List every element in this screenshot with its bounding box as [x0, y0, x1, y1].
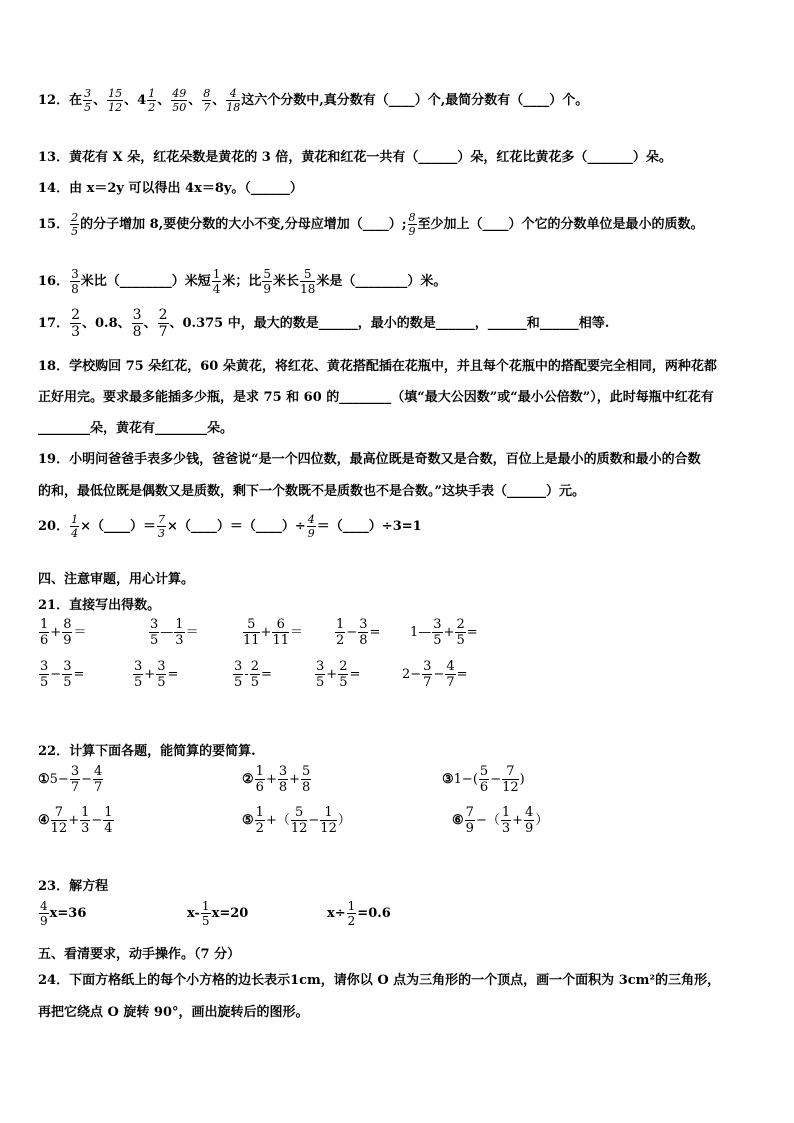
- fraction: [501, 806, 511, 835]
- fraction: [432, 618, 442, 647]
- text-segment: 、0.375 中，最大的数是______，最小的数是______，______和______相等.: [169, 316, 610, 331]
- fraction-numerator: 5: [479, 764, 489, 779]
- text-segment: 、: [212, 93, 226, 108]
- fraction-numerator: 2: [158, 307, 168, 323]
- fraction: [201, 900, 211, 927]
- text-segment: ×（____）＝: [80, 519, 156, 534]
- text-segment: +: [260, 625, 272, 640]
- section-4-heading: 四、注意审题，用心计算。: [38, 572, 195, 587]
- fraction-denominator: 5: [339, 675, 348, 690]
- fraction-denominator: 8: [71, 282, 79, 296]
- text-segment: −: [490, 772, 502, 787]
- fraction-denominator: 12: [290, 821, 308, 836]
- fraction-denominator: 8: [278, 780, 288, 795]
- fraction-denominator: 5: [201, 914, 210, 928]
- text-segment: −: [50, 667, 62, 682]
- item-number: ③: [442, 772, 454, 787]
- fraction-denominator: 9: [40, 914, 48, 928]
- text-segment: =: [349, 667, 361, 682]
- fraction: [335, 618, 345, 647]
- fraction-numerator: 3: [84, 87, 92, 100]
- fraction: [243, 618, 260, 647]
- question-18-line-2: 正好用完。要求最多能插多少瓶，是求 75 和 60 的________（填“最大公因数”或“最小公倍数”），此时每瓶中红花有: [38, 390, 714, 405]
- fraction: [408, 212, 417, 237]
- fraction-numerator: 3: [278, 764, 288, 779]
- question-15: [38, 212, 704, 237]
- fraction: [502, 765, 519, 794]
- fraction-numerator: 3: [157, 659, 166, 674]
- fraction: [70, 268, 80, 295]
- fraction-numerator: 3: [423, 659, 432, 674]
- fraction-numerator: 4: [226, 88, 240, 101]
- fraction: [93, 765, 103, 794]
- fraction-denominator: 6: [479, 780, 489, 795]
- fraction: [255, 765, 265, 794]
- fraction-denominator: 5: [316, 675, 325, 690]
- fraction-numerator: 7: [158, 513, 165, 526]
- text-segment: =0.6: [357, 906, 391, 921]
- text-segment: x=36: [49, 906, 87, 921]
- fraction: [147, 88, 156, 113]
- fraction-numerator: 8: [408, 211, 416, 224]
- fraction-numerator: 3: [134, 659, 143, 674]
- text-segment: +: [443, 625, 455, 640]
- fraction: [212, 268, 222, 295]
- expression: [38, 660, 84, 689]
- fraction: [422, 660, 432, 689]
- text-segment: ＝（____）÷3=1: [316, 519, 422, 534]
- fraction-numerator: 1: [255, 805, 264, 820]
- fraction: [103, 806, 113, 835]
- fraction: [358, 618, 368, 647]
- fraction: [455, 618, 465, 647]
- fraction: [315, 660, 325, 689]
- text-segment: 的分子增加 8,要使分数的大小不变,分母应增加（____）;: [80, 217, 407, 232]
- fraction: [107, 88, 123, 113]
- fraction: [226, 88, 240, 113]
- expression: [232, 660, 272, 689]
- text-segment: -: [244, 667, 249, 682]
- question-17: [38, 308, 609, 339]
- text-segment: ＝: [73, 625, 87, 640]
- calculation-item: [242, 806, 351, 835]
- fraction-numerator: 8: [63, 617, 72, 632]
- text-segment: ）: [337, 813, 351, 828]
- fraction-denominator: 2: [255, 821, 264, 836]
- fraction-numerator: 3: [132, 307, 142, 323]
- fraction-numerator: 1: [104, 805, 113, 820]
- item-number: ②: [242, 772, 254, 787]
- fraction-numerator: 3: [359, 617, 368, 632]
- fraction-numerator: 2: [71, 307, 81, 323]
- fraction: [149, 618, 159, 647]
- fraction-denominator: 7: [203, 101, 211, 114]
- fraction-denominator: 9: [63, 633, 72, 648]
- text-segment: 5−: [49, 772, 69, 787]
- question-number: 16．: [38, 274, 70, 289]
- text-segment: −: [433, 667, 445, 682]
- fraction-numerator: 3: [433, 617, 442, 632]
- fraction-denominator: 7: [70, 780, 80, 795]
- fraction: [338, 660, 348, 689]
- text-segment: ）: [535, 813, 549, 828]
- fraction: [171, 88, 187, 113]
- expression: [132, 660, 178, 689]
- expression: [410, 618, 478, 647]
- fraction: [465, 806, 475, 835]
- text-segment: x÷: [327, 906, 346, 921]
- fraction: [300, 268, 315, 295]
- fraction: [445, 660, 455, 689]
- fraction: [272, 618, 289, 647]
- fraction-denominator: 5: [250, 675, 259, 690]
- fraction: [39, 618, 49, 647]
- expression: [148, 618, 199, 647]
- fraction: [39, 660, 49, 689]
- fraction-denominator: 3: [158, 527, 165, 540]
- fraction-numerator: 2: [71, 211, 79, 224]
- text-segment: 、: [124, 93, 138, 108]
- text-segment: x=20: [211, 906, 249, 921]
- text-segment: +: [512, 813, 524, 828]
- text-segment: =: [456, 667, 468, 682]
- fraction-denominator: 4: [71, 527, 79, 540]
- fraction-denominator: 18: [226, 101, 241, 114]
- fraction-denominator: 18: [300, 282, 316, 296]
- text-segment: 米比（________）米短: [80, 274, 211, 289]
- fraction-denominator: 9: [465, 821, 474, 836]
- fraction: [255, 806, 265, 835]
- fraction: [83, 88, 92, 113]
- equation: [187, 900, 248, 927]
- fraction-denominator: 7: [94, 780, 103, 795]
- text-segment: −（: [475, 813, 500, 828]
- text-segment: ＝: [185, 625, 199, 640]
- fraction-denominator: 3: [71, 324, 81, 340]
- fraction-denominator: 9: [307, 527, 315, 540]
- fraction-numerator: 7: [502, 765, 519, 780]
- text-segment: 2−: [402, 667, 422, 682]
- fraction-numerator: 4: [525, 805, 534, 820]
- question-23-title: 23．解方程: [38, 879, 109, 894]
- text-segment: x-: [187, 906, 200, 921]
- text-segment: ＝: [290, 625, 304, 640]
- text-segment: ): [519, 772, 525, 787]
- fraction-numerator: 5: [291, 806, 308, 821]
- calculation-item: [452, 806, 548, 835]
- fraction-numerator: 15: [108, 87, 123, 100]
- fraction-numerator: 4: [446, 659, 455, 674]
- fraction-denominator: 5: [433, 633, 442, 648]
- fraction: [158, 308, 169, 339]
- fraction-denominator: 8: [302, 780, 311, 795]
- fraction-denominator: 5: [40, 675, 49, 690]
- fraction-numerator: 3: [234, 659, 243, 674]
- fraction: [80, 806, 90, 835]
- fraction-denominator: 5: [71, 225, 79, 238]
- fraction-denominator: 8: [359, 633, 368, 648]
- fraction: [233, 660, 243, 689]
- fraction: [133, 660, 143, 689]
- text-segment: 1−(: [453, 772, 478, 787]
- fraction-numerator: 3: [150, 617, 159, 632]
- text-segment: 、: [188, 93, 202, 108]
- text-segment: 至少加上（____）个它的分数单位是最小的质数。: [417, 217, 704, 232]
- question-14: 14．由 x＝2y 可以得出 4x＝8y。（______）: [38, 181, 303, 196]
- text-segment: 米是（________）米。: [316, 274, 447, 289]
- text-segment: =: [167, 667, 179, 682]
- text-segment: 、: [157, 93, 171, 108]
- question-24-line-1: 24．下面方格纸上的每个小方格的边长表示1cm，请你以 O 点为三角形的一个顶点，画一个面积为 3cm²的三角形，: [38, 973, 721, 988]
- fraction: [250, 660, 260, 689]
- fraction-denominator: 7: [158, 324, 168, 340]
- question-16: [38, 268, 446, 295]
- fraction-numerator: 8: [203, 87, 211, 100]
- question-24-line-2: 再把它绕点 O 旋转 90°，画出旋转后的图形。: [38, 1005, 309, 1020]
- item-number: ⑤: [242, 813, 254, 828]
- fraction-denominator: 9: [263, 282, 272, 296]
- fraction: [157, 514, 166, 539]
- calculation-item: [38, 806, 115, 835]
- text-segment: −: [81, 772, 93, 787]
- fraction-numerator: 1: [347, 899, 356, 913]
- text-segment: 1—: [410, 625, 432, 640]
- fraction-numerator: 3: [70, 764, 80, 779]
- calculation-item: [442, 765, 525, 794]
- text-segment: =: [466, 625, 478, 640]
- fraction: [62, 660, 72, 689]
- fraction-numerator: 1: [201, 899, 210, 913]
- text-segment: +: [50, 625, 62, 640]
- text-segment: —: [160, 625, 174, 640]
- fraction-denominator: 3: [175, 633, 184, 648]
- fraction-numerator: 49: [172, 87, 187, 100]
- question-number: 20．: [38, 519, 70, 534]
- text-segment: 、: [143, 316, 157, 331]
- equation: [38, 900, 86, 927]
- fraction-denominator: 3: [501, 821, 511, 836]
- fraction-numerator: 2: [339, 659, 348, 674]
- question-20: [38, 514, 422, 539]
- fraction-denominator: 12: [320, 821, 337, 836]
- fraction-denominator: 6: [40, 633, 49, 648]
- fraction: [62, 618, 72, 647]
- text-segment: +: [289, 772, 301, 787]
- fraction-numerator: 4: [94, 764, 103, 779]
- fraction-numerator: 4: [40, 899, 48, 913]
- text-segment: +: [144, 667, 156, 682]
- fraction: [156, 660, 166, 689]
- fraction-denominator: 4: [212, 282, 221, 296]
- text-segment: 在: [69, 93, 83, 108]
- text-segment: 4: [137, 93, 147, 108]
- fraction: [51, 806, 68, 835]
- text-segment: −: [346, 625, 358, 640]
- fraction-numerator: 1: [175, 617, 184, 632]
- fraction-numerator: 1: [148, 87, 156, 100]
- fraction-numerator: 5: [302, 764, 311, 779]
- fraction-numerator: 1: [212, 267, 221, 281]
- expression: [334, 618, 380, 647]
- fraction-numerator: 1: [336, 617, 345, 632]
- fraction: [132, 308, 143, 339]
- fraction: [307, 514, 316, 539]
- fraction-numerator: 1: [81, 805, 90, 820]
- text-segment: 这六个分数中,真分数有（____）个,最简分数有（____）个。: [241, 93, 589, 108]
- question-number: 12．: [38, 93, 70, 108]
- question-18-line-3: ________朵，黄花有________朵。: [38, 421, 234, 436]
- text-segment: =: [369, 625, 381, 640]
- fraction-numerator: 2: [456, 617, 465, 632]
- fraction-denominator: 2: [336, 633, 345, 648]
- fraction: [39, 900, 49, 927]
- fraction-denominator: 9: [525, 821, 534, 836]
- section-5-heading: 五、看清要求，动手操作。（7 分）: [38, 947, 241, 962]
- fraction-numerator: 3: [71, 267, 79, 281]
- fraction-denominator: 5: [150, 633, 159, 648]
- fraction-denominator: 5: [63, 675, 72, 690]
- question-number: 17．: [38, 316, 70, 331]
- question-22-title: 22．计算下面各题，能简算的要简算.: [38, 744, 256, 759]
- question-19-line-1: 19．小明问爸爸手表多少钱，爸爸说“是一个四位数，最高位既是奇数又是合数，百位上是最小的质数和最小的合数: [38, 452, 701, 467]
- fraction-numerator: 3: [316, 659, 325, 674]
- fraction: [70, 514, 79, 539]
- fraction-numerator: 6: [272, 618, 289, 633]
- equation: [327, 900, 391, 927]
- text-segment: ×（____）＝（____）÷: [167, 519, 306, 534]
- fraction-denominator: 5: [84, 101, 92, 114]
- fraction: [347, 900, 357, 927]
- fraction-denominator: 11: [243, 633, 260, 648]
- fraction-denominator: 7: [423, 675, 432, 690]
- item-number: ④: [38, 813, 50, 828]
- fraction-denominator: 5: [134, 675, 143, 690]
- fraction: [70, 765, 80, 794]
- fraction-denominator: 12: [108, 101, 123, 114]
- text-segment: 米长: [273, 274, 300, 289]
- calculation-item: [38, 765, 104, 794]
- item-number: ⑥: [452, 813, 464, 828]
- text-segment: +: [265, 772, 277, 787]
- question-19-line-2: 的和，最低位既是偶数又是质数，剩下一个数既不是质数也不是合数。”这块手表（______）元。: [38, 484, 585, 499]
- fraction-numerator: 5: [300, 268, 315, 282]
- fraction-numerator: 3: [63, 659, 72, 674]
- fraction: [70, 212, 79, 237]
- question-13: 13．黄花有 X 朵，红花朵数是黄花的 3 倍，黄花和红花一共有（______）朵，红花比黄花多（_______）朵。: [38, 150, 672, 165]
- fraction: [262, 268, 272, 295]
- fraction-denominator: 7: [446, 675, 455, 690]
- fraction-denominator: 6: [255, 780, 264, 795]
- fraction-denominator: 12: [502, 780, 519, 795]
- fraction-denominator: 8: [132, 324, 142, 340]
- fraction-denominator: 2: [148, 101, 156, 114]
- fraction-numerator: 1: [255, 764, 264, 779]
- text-segment: =: [73, 667, 85, 682]
- fraction-numerator: 4: [307, 513, 315, 526]
- fraction-denominator: 5: [157, 675, 166, 690]
- expression: [402, 660, 468, 689]
- text-segment: 、0.8、: [82, 316, 131, 331]
- question-21-title: 21．直接写出得数。: [38, 598, 161, 613]
- text-segment: =: [260, 667, 272, 682]
- fraction: [479, 765, 489, 794]
- fraction-denominator: 2: [347, 914, 356, 928]
- text-segment: −: [91, 813, 103, 828]
- fraction-numerator: 5: [243, 618, 260, 633]
- fraction: [202, 88, 211, 113]
- fraction-denominator: 3: [81, 821, 90, 836]
- fraction-numerator: 1: [40, 617, 49, 632]
- fraction-numerator: 1: [71, 513, 79, 526]
- fraction: [301, 765, 311, 794]
- text-segment: +（: [265, 813, 290, 828]
- fraction: [174, 618, 184, 647]
- fraction-numerator: 7: [465, 805, 474, 820]
- fraction-numerator: 3: [40, 659, 49, 674]
- fraction-denominator: 11: [272, 633, 289, 648]
- expression: [38, 618, 86, 647]
- text-segment: 米；比: [222, 274, 262, 289]
- question-number: 15．: [38, 217, 70, 232]
- fraction-numerator: 1: [320, 806, 337, 821]
- text-segment: 、: [93, 93, 107, 108]
- fraction-denominator: 5: [456, 633, 465, 648]
- fraction-denominator: 5: [234, 675, 243, 690]
- text-segment: +: [326, 667, 338, 682]
- calculation-item: [242, 765, 312, 794]
- fraction-denominator: 9: [408, 225, 416, 238]
- fraction: [524, 806, 534, 835]
- fraction: [278, 765, 288, 794]
- fraction-numerator: 7: [51, 806, 68, 821]
- expression: [314, 660, 360, 689]
- fraction-numerator: 5: [263, 267, 272, 281]
- fraction: [320, 806, 337, 835]
- text-segment: +: [68, 813, 80, 828]
- fraction: [70, 308, 81, 339]
- fraction-denominator: 4: [104, 821, 113, 836]
- expression: [242, 618, 303, 647]
- fraction-numerator: 2: [250, 659, 259, 674]
- question-18-line-1: 18．学校购回 75 朵红花，60 朵黄花，将红花、黄花搭配插在花瓶中，并且每个花瓶中的搭配要完全相同，两种花都: [38, 359, 717, 374]
- item-number: ①: [38, 772, 50, 787]
- fraction-denominator: 50: [172, 101, 187, 114]
- fraction-denominator: 12: [50, 821, 68, 836]
- fraction: [291, 806, 308, 835]
- fraction-numerator: 1: [501, 805, 511, 820]
- text-segment: −: [308, 813, 320, 828]
- question-12: [38, 88, 588, 128]
